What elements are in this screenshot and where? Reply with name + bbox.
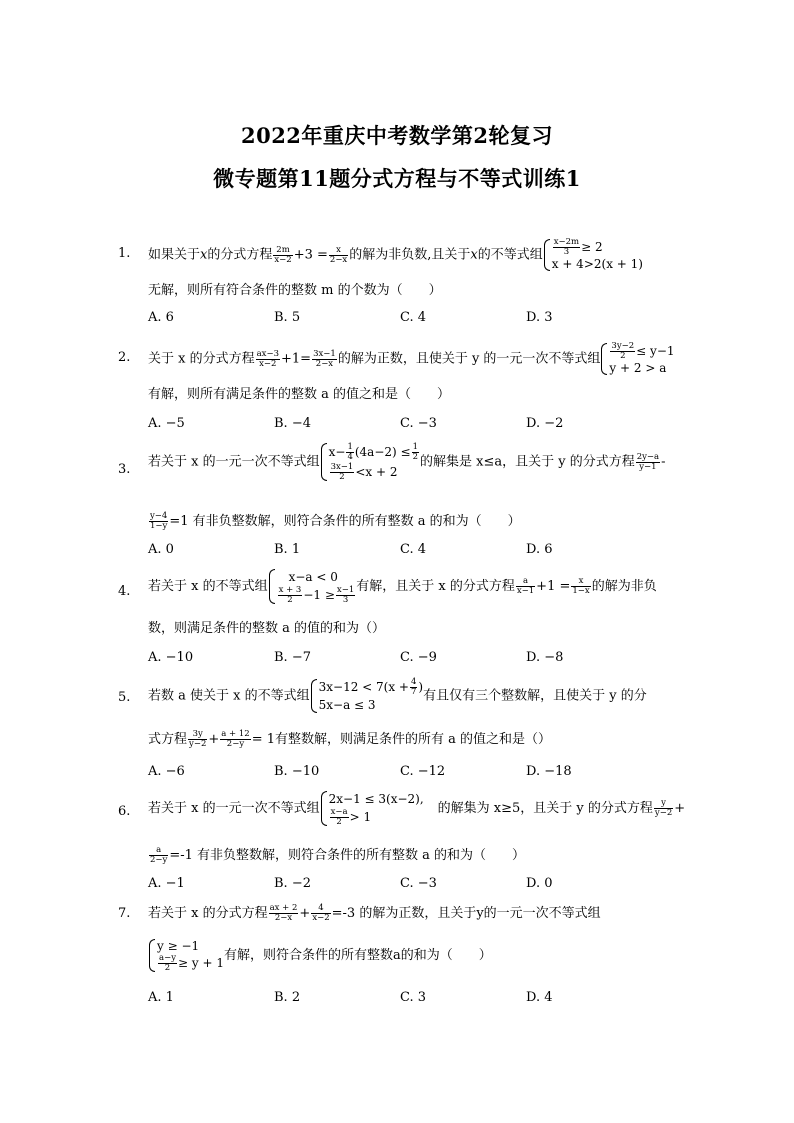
text: 的解为非负 <box>591 579 657 594</box>
numerator: a <box>516 577 535 587</box>
question-number: 2. <box>118 350 131 365</box>
denominator: 2−y <box>150 855 168 865</box>
question-stem-line <box>148 846 525 865</box>
denominator: 7 <box>411 687 417 697</box>
text: =-3 的解为正数，且关于y的一元一次不等式组 <box>331 906 601 921</box>
numerator: a−y <box>159 953 176 963</box>
text: + <box>674 801 686 816</box>
options <box>148 650 668 665</box>
inequality-system <box>320 442 420 482</box>
var: x <box>470 247 478 263</box>
fraction <box>220 730 250 749</box>
numerator: 4 <box>411 677 417 687</box>
option-d[interactable]: D. 6 <box>526 542 553 557</box>
option-d[interactable]: D. 0 <box>526 876 553 891</box>
option-c[interactable]: C. 4 <box>400 310 427 325</box>
denominator: 2−y <box>226 739 245 749</box>
denominator: x−2 <box>312 913 330 923</box>
question-stem-line <box>148 730 551 749</box>
text: −1 ≥ <box>303 588 335 602</box>
fraction <box>188 730 207 749</box>
text: 如果关于 <box>148 247 201 263</box>
denominator: y−2 <box>189 739 207 749</box>
text: = 1有整数解，则满足条件的所有 a 的值之和是（） <box>251 732 551 747</box>
text: 关于 x 的分式方程 <box>148 351 255 367</box>
text: 的解集为 x≥5，且关于 y 的分式方程 <box>437 801 653 816</box>
denominator: 2 <box>412 452 418 462</box>
numerator: x−a <box>330 807 348 817</box>
option-a[interactable]: A. −5 <box>148 416 185 431</box>
option-d[interactable]: D. −8 <box>526 650 564 665</box>
fraction <box>636 453 660 472</box>
denominator: 2−x <box>315 358 334 369</box>
denominator: y−2 <box>654 808 673 818</box>
options <box>148 990 668 1005</box>
denominator: 2 <box>336 817 342 827</box>
text: 若数 a 使关于 x 的不等式组 <box>148 688 310 704</box>
inequality-row: y ≥ −1 <box>157 939 200 953</box>
denominator: 3 <box>563 247 570 257</box>
text: 的不等式组 <box>477 247 543 263</box>
question-stem <box>148 790 685 827</box>
question-number: 7. <box>118 906 131 921</box>
denominator: 2 <box>339 472 345 482</box>
text: + <box>208 732 220 747</box>
denominator: y−1 <box>639 461 657 472</box>
question-number: 3. <box>118 462 131 477</box>
option-c[interactable]: C. −3 <box>400 876 437 891</box>
option-d[interactable]: D. −18 <box>526 764 572 779</box>
fraction <box>273 246 292 265</box>
fraction <box>312 350 337 369</box>
text: 若关于 x 的一元一次不等式组 <box>148 454 320 470</box>
denominator: 1−x <box>572 586 590 596</box>
fraction <box>256 350 280 369</box>
text: 的解集是 x≤a，且关于 y 的分式方程 <box>420 454 635 470</box>
text: > 1 <box>349 810 372 824</box>
fraction <box>149 512 168 531</box>
text: 3x−12 < 7(x + <box>318 680 409 694</box>
numerator: x <box>571 577 590 587</box>
fraction <box>516 577 535 596</box>
options <box>148 764 668 779</box>
option-b[interactable]: B. 1 <box>274 542 301 557</box>
fraction <box>329 246 348 265</box>
text: =1 有非负整数解，则符合条件的所有整数 a 的和为（ ） <box>169 514 521 529</box>
question-stem-line: 有解，则所有满足条件的整数 a 的值之和是（ ） <box>148 387 451 402</box>
text: 的分式方程 <box>207 247 273 263</box>
option-d[interactable]: D. −2 <box>526 416 564 431</box>
text: 的解为非负数,且关于 <box>349 247 471 263</box>
options <box>148 416 668 431</box>
option-b[interactable]: B. −2 <box>274 876 311 891</box>
denominator: 2 <box>620 351 626 361</box>
numerator: 2m <box>273 246 292 256</box>
numerator: 3x−1 <box>313 348 336 359</box>
text: =-1 有非负整数解，则符合条件的所有整数 a 的和为（ ） <box>169 848 526 863</box>
option-c[interactable]: C. 3 <box>400 990 427 1005</box>
option-c[interactable]: C. 4 <box>400 542 427 557</box>
text: + <box>299 906 311 921</box>
question-stem <box>148 342 675 376</box>
question-number: 6. <box>118 804 131 819</box>
title-line-1: 2022年重庆中考数学第2轮复习 <box>240 123 554 148</box>
denominator: 1−y <box>150 521 168 531</box>
denominator: x−1 <box>516 586 535 596</box>
numerator: 4 <box>311 904 330 914</box>
option-a[interactable]: A. −6 <box>148 764 185 779</box>
denominator: 2−x <box>329 254 348 265</box>
numerator: ax + 2 <box>269 903 298 913</box>
denominator: 2 <box>164 963 171 973</box>
question-stem-line <box>148 512 521 531</box>
inequality-row: y + 2 > a <box>609 361 667 375</box>
fraction <box>571 577 590 596</box>
option-d[interactable]: D. 3 <box>526 310 553 325</box>
text: 的解为正数，且使关于 y 的一元一次不等式组 <box>337 351 601 367</box>
numerator: a <box>149 846 168 856</box>
fraction <box>654 799 673 818</box>
option-a[interactable]: A. 0 <box>148 542 174 557</box>
option-d[interactable]: D. 4 <box>526 990 553 1005</box>
var: x <box>200 247 208 263</box>
title-line-2: 微专题第11题分式方程与不等式训练1 <box>213 166 581 191</box>
question-stem-line: 数，则满足条件的整数 a 的值的和为（） <box>148 621 386 636</box>
inequality-row: x−a < 0 <box>288 570 338 584</box>
inequality-system <box>148 938 224 973</box>
text: +3 = <box>293 247 328 263</box>
numerator: a + 12 <box>221 729 250 739</box>
denominator: x−2 <box>259 358 277 369</box>
question-stem <box>148 442 666 482</box>
option-b[interactable]: B. −10 <box>274 764 320 779</box>
text: +1 = <box>536 579 571 594</box>
options <box>148 310 668 325</box>
option-c[interactable]: C. −3 <box>400 416 437 431</box>
fraction <box>311 904 330 923</box>
text: ≤ y−1 <box>636 344 675 358</box>
option-c[interactable]: C. −9 <box>400 650 437 665</box>
numerator: x−1 <box>336 585 355 595</box>
question-number: 5. <box>118 690 131 705</box>
numerator: y−4 <box>150 511 168 521</box>
text: - <box>661 454 666 470</box>
numerator: x−2m <box>553 237 580 247</box>
fraction <box>149 846 168 865</box>
option-a[interactable]: A. −1 <box>148 876 185 891</box>
numerator: x <box>329 246 348 256</box>
numerator: 3y−2 <box>611 341 635 351</box>
text: <x + 2 <box>355 465 398 479</box>
numerator: x + 3 <box>278 585 302 595</box>
question-number: 4. <box>118 584 131 599</box>
denominator: 3 <box>342 595 349 605</box>
question-stem <box>148 678 647 714</box>
numerator: y <box>654 799 673 809</box>
numerator: 1 <box>412 442 418 452</box>
question-stem <box>148 238 643 272</box>
option-b[interactable]: B. 5 <box>274 310 301 325</box>
text: ) <box>418 680 424 694</box>
inequality-system <box>310 678 423 714</box>
question-number: 1. <box>118 246 131 261</box>
text: ≥ y + 1 <box>178 956 224 970</box>
question-stem <box>148 904 601 923</box>
denominator: x−2 <box>274 254 292 265</box>
denominator: 2 <box>287 595 293 605</box>
option-a[interactable]: A. −10 <box>148 650 194 665</box>
option-a[interactable]: A. 1 <box>148 990 174 1005</box>
text: 式方程 <box>148 732 188 747</box>
numerator: 3y <box>188 730 207 740</box>
text: 若关于 x 的一元一次不等式组 <box>148 801 320 816</box>
inequality-row: 5x−a ≤ 3 <box>318 698 376 712</box>
inequality-row: x + 4>2(x + 1) <box>551 257 643 271</box>
numerator: ax−3 <box>256 348 280 359</box>
text: (4a−2) ≤ <box>354 445 411 459</box>
denominator: 4 <box>347 452 353 462</box>
inequality-system <box>268 568 357 605</box>
option-b[interactable]: B. −7 <box>274 650 311 665</box>
option-a[interactable]: A. 6 <box>148 310 174 325</box>
text: 有且仅有三个整数解，且使关于 y 的分 <box>423 688 647 704</box>
question-stem-line: 无解，则所有符合条件的整数 m 的个数为（ ） <box>148 283 442 298</box>
denominator: 2−x <box>274 913 293 923</box>
numerator: 2y−a <box>636 451 660 462</box>
option-b[interactable]: B. 2 <box>274 990 301 1005</box>
option-b[interactable]: B. −4 <box>274 416 311 431</box>
options <box>148 876 668 891</box>
text: 若关于 x 的不等式组 <box>148 579 268 594</box>
text: +1= <box>281 351 312 367</box>
text: ≥ 2 <box>581 240 603 254</box>
option-c[interactable]: C. −12 <box>400 764 446 779</box>
text: x− <box>328 445 346 459</box>
inequality-system <box>320 790 424 827</box>
fraction <box>269 904 299 923</box>
options <box>148 542 668 557</box>
numerator: 3x−1 <box>330 462 354 472</box>
inequality-system <box>600 342 674 376</box>
inequality-row: 2x−1 ≤ 3(x−2), <box>328 792 424 806</box>
text: 若关于 x 的分式方程 <box>148 906 268 921</box>
text: 有解，则符合条件的所有整数a的和为（ ） <box>223 948 492 963</box>
numerator: 1 <box>347 442 353 452</box>
inequality-system <box>543 238 643 272</box>
text: 有解，且关于 x 的分式方程 <box>356 579 515 594</box>
question-stem-line <box>148 938 492 973</box>
question-stem <box>148 568 657 605</box>
